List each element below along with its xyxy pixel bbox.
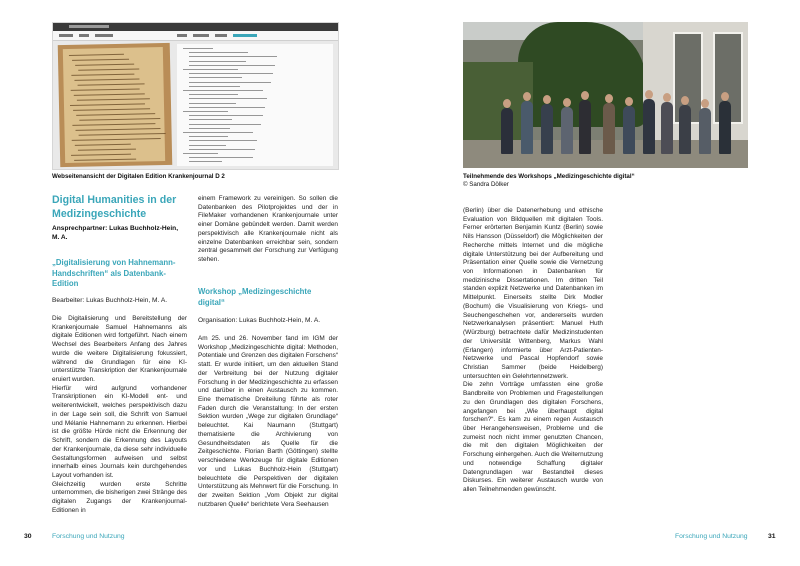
page-number: 30 [24, 533, 32, 540]
running-footer: Forschung und Nutzung [52, 533, 125, 540]
photo-caption: Teilnehmende des Workshops „Medizingeschichte digital“ © Sandra Dölker [463, 173, 748, 189]
section-heading-digitalisierung: „Digitalisierung von Hahnemann-Handschriften“ als Datenbank-Edition [52, 258, 176, 288]
viewer-toolbar [53, 31, 338, 41]
transcription-panel [177, 44, 333, 166]
group-photo [463, 22, 748, 168]
section-heading-workshop: Workshop „Medizingeschichte digital“ [198, 287, 312, 307]
article-title: Digital Humanities in der Medizingeschichte [52, 194, 177, 220]
section-byline: Organisation: Lukas Buchholz-Hein, M. A. [198, 317, 321, 324]
body-text-column-1: Die Digitalisierung und Bereitstellung der Krankenjournale Samuel Hahnemanns als digitale Editionen wird fortgeführt. Nach einem Wechsel des Bearbeiters Anfang des Jahres wurde die weitere Digitalisierung fokussiert, während die Grundlagen für eine KI-unterstützte Transkription der Krankenjournale eruiert wurden. Hierfür wird aufgrund vorhandener Transkriptionen ein KI-Modell ent- und weiterentwickelt, welches perspektivisch dazu in der Lage sein soll, die Schrift von Samuel und Mélanie Hahnemann zu erkennen. Hierbei ist die größte Hürde nicht die Erkennung der Schrift, sondern die Erkennung des Layouts der Krankenjournale, da diese sehr individuelle Gestaltungsformen aufweisen und selbst innerhalb eines Journals kein durchgehendes Layout vorhanden ist. Gleichzeitig wurden erste Schritte unternommen, die bisherigen zwei Stränge des digitalen Zugangs der Krankenjournal-Editionen in [52, 315, 187, 514]
manuscript-page-image [58, 43, 173, 167]
figure-caption: Webseitenansicht der Digitalen Edition Krankenjournal D 2 [52, 173, 225, 180]
running-footer: Forschung und Nutzung [675, 533, 748, 540]
section-byline: Bearbeiter: Lukas Buchholz-Hein, M. A. [52, 297, 168, 304]
photo-credit: © Sandra Dölker [463, 181, 509, 188]
browser-bar [53, 23, 338, 31]
page-number: 31 [768, 533, 776, 540]
right-page [400, 0, 800, 566]
edition-website-screenshot [52, 22, 339, 170]
body-text-column-2-top: einem Framework zu vereinigen. So sollen die Datenbanken des Pilotprojektes und der in FileMaker vorhandenen Krankenjournale unter einer Domäne gebündelt werden. Damit werden perspektivisch alle Krankenjournale nicht als einzelne Datenbanken erreichbar sein, sondern zentral gesammelt der Forschung zur Verfügung stehen. [198, 195, 338, 264]
body-text-column-3: (Berlin) über die Datenerhebung und ethische Evaluation von Bildquellen mit digitalen Tools. Ferner erörterten Benjamin Kuntz (Berlin) sowie Nils Hansson (Düsseldorf) die Möglichkeiten der Recherche mittels Internet und die mögliche digitale Unterstützung bei der Aufbereitung und Präsentation einer Quelle sowie die Vernetzung von Informationen in Datenbanken für medizinische Dissertationen. Im dritten Teil standen explizit Netzwerke und Datenbanken im Mittelpunkt. Einerseits stellte Dirk Modler (Bochum) die Visualisierung von Kriegs- und Seuchengeschehen vor, andererseits wurden Netzwerkanalysen präsentiert: Manuel Huth (Würzburg) betrachtete dafür Medizinstudenten der Universität Wittenberg, Markus Wahl (Erlangen) informierte über Arzt-Patienten-Netzwerke und Pascal Hopfendorf sowie Christian Sammer (beide Heidelberg) untersuchten ein Gelehrtennetzwerk. Die zehn Vorträge umfassten eine große Bandbreite von Problemen und Fragestellungen zu den Grundlagen des digitalen Forschens, angefangen bei „Wie überhaupt digital forschen?“. Es kam zu einem regen Austausch über Herangehensweisen, Probleme und die zumeist noch nicht immer genutzten Chancen, die mit den digitalen Möglichkeiten der Forschung einhergehen. Auch die Weiternutzung und notwendige Schaffung digitaler Datengrundlagen war Bestandteil dieses Diskurses. Ein weiterer Austausch wurde von allen Teilnehmenden gewünscht. [463, 207, 603, 493]
contact-person: Ansprechpartner: Lukas Buchholz-Hein, M. A. [52, 225, 179, 241]
body-text-column-2: Am 25. und 26. November fand im IGM der Workshop „Medizingeschichte digital: Methoden, Potentiale und Grenzen des digitalen Forschens“ statt. Er wurde initiiert, um den aktuellen Stand der Verbreitung bei der Nutzung digitaler Forschung in der Medizingeschichte zu erfassen und darüber in einen Austausch zu kommen. Eine thematische Dreiteilung führte als roter Faden durch die Veranstaltung: In der ersten Sektion wurden „Wege zur digitalen Grundlage“ beleuchtet. Kai Naumann (Stuttgart) thematisierte die Archivierung von Gesundheitsdaten als Quelle für die Zeitgeschichte. Florian Barth (Göttingen) stellte verschiedene Werkzeuge für digitale Editionen vor und Lukas Buchholz-Hein (Stuttgart) beleuchtete die Perspektiven der digitalen Unterstützung als Mehrwert für die Forschung. In der zweiten Sektion „Vom Objekt zur digital nutzbaren Quelle“ berichtete Vera Seehausen [198, 335, 338, 508]
